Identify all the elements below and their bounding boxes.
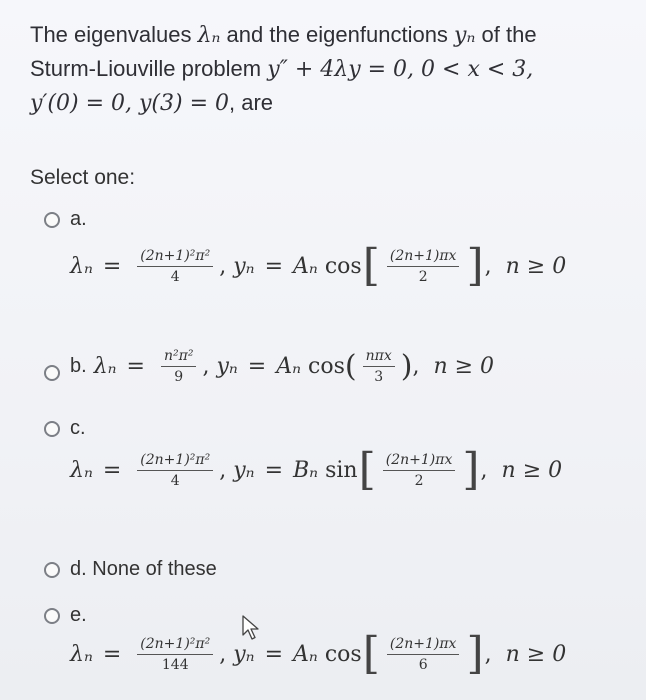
- option-b-y: yₙ: [216, 354, 238, 379]
- option-e-lambda-den: 144: [161, 656, 189, 673]
- boundary-conditions: y′(0) = 0, y(3) = 0: [30, 91, 229, 116]
- option-e-letter: e.: [70, 604, 87, 626]
- ode-equation: y″ + 4λy = 0, 0 < x < 3,: [267, 57, 534, 82]
- select-one-label: Select one:: [30, 166, 136, 189]
- option-b-coef: Aₙ: [276, 354, 302, 379]
- option-a-arg-den: 2: [418, 268, 428, 285]
- option-c-lambda-num: (2n+1)²π²: [137, 452, 213, 471]
- option-e-coef: Aₙ: [293, 641, 318, 667]
- option-a-y: yₙ: [233, 253, 255, 279]
- option-b-cond: n ≥ 0: [433, 354, 495, 379]
- y-symbol: yₙ: [454, 23, 476, 48]
- lambda-symbol: λₙ: [197, 23, 221, 48]
- option-c-radio[interactable]: [44, 421, 60, 437]
- option-a-lambda-num: (2n+1)²π²: [137, 248, 213, 267]
- option-e-lambda-num: (2n+1)²π²: [137, 636, 213, 655]
- option-c-lambda: λₙ: [70, 457, 93, 483]
- option-c-coef: Bₙ: [293, 457, 319, 483]
- option-e-func: cos: [324, 641, 362, 667]
- option-d-label: [70, 558, 217, 581]
- option-c-lambda-den: 4: [170, 472, 180, 489]
- option-b-arg-den: 3: [374, 369, 384, 385]
- question-text: [30, 18, 620, 120]
- option-e-radio[interactable]: [44, 608, 60, 624]
- question-line2: Sturm-Liouville problem: [30, 56, 268, 81]
- option-b-arg-num: nπx: [363, 348, 395, 367]
- option-c-cond: n ≥ 0: [501, 457, 563, 483]
- option-a-lambda-den: 4: [170, 268, 180, 285]
- option-a-radio[interactable]: [44, 212, 60, 228]
- option-a-coef: Aₙ: [293, 253, 318, 279]
- option-e-formula: λₙ = $\frac{\text{(2n+1)²π²}}{144}$ , yₙ = Aₙ cos [ $\frac{(2n+1)\pi x}{6}$ ] , n ≥ 0: [70, 628, 567, 679]
- option-e-y: yₙ: [233, 641, 255, 667]
- option-c-formula: λₙ = $\frac{\text{(2n+1)²π²}}{4}$ , yₙ = Bₙ sin [ $\frac{(2n+1)\pi x}{2}$ ] , n ≥ 0: [70, 444, 563, 495]
- option-e-cond: n ≥ 0: [505, 641, 567, 667]
- option-b-func: cos: [308, 354, 345, 379]
- mouse-cursor-icon: [241, 615, 261, 641]
- option-c-y: yₙ: [233, 457, 255, 483]
- option-b-lambda-num: n²π²: [161, 348, 196, 367]
- question-text-b: and the eigenfunctions: [220, 22, 455, 47]
- option-d-radio[interactable]: [44, 562, 60, 578]
- option-d-text: None of these: [92, 558, 217, 580]
- option-a-func: cos: [324, 253, 362, 279]
- option-b-formula: b. λₙ = $\frac{\text{n²π²}}{9}$ , yₙ = Aₙ cos ( $\frac{\text{nπx}}{3}$ ) , n ≥ 0: [70, 348, 495, 385]
- option-c-func: sin: [325, 457, 358, 483]
- option-a-lambda: λₙ: [70, 253, 93, 279]
- option-c-arg-den: 2: [414, 472, 424, 489]
- option-e-arg-den: 6: [418, 656, 428, 673]
- option-e-lambda: λₙ: [70, 641, 93, 667]
- question-text-c: of the: [475, 22, 537, 47]
- question-line3-tail: , are: [229, 90, 274, 115]
- option-c-letter: c.: [70, 417, 86, 439]
- option-a-formula: λₙ = $\frac{\text{(2n+1)²π²}}{4}$ , yₙ = Aₙ cos [ $\frac{(2n+1)\pi x}{2}$ ] , n ≥ 0: [70, 240, 567, 291]
- option-d-letter: d.: [70, 558, 87, 580]
- option-b-radio[interactable]: [44, 365, 60, 381]
- option-a-arg-num: (2n+1)πx: [387, 248, 460, 267]
- option-b-letter: b.: [70, 355, 87, 377]
- option-a-letter: a.: [70, 208, 87, 230]
- question-text-a: The eigenvalues: [30, 22, 198, 47]
- option-e-arg-num: (2n+1)πx: [387, 636, 460, 655]
- option-c-arg-num: (2n+1)πx: [383, 452, 456, 471]
- option-b-lambda-den: 9: [174, 369, 184, 385]
- option-b-lambda: λₙ: [93, 354, 117, 379]
- option-a-cond: n ≥ 0: [505, 253, 567, 279]
